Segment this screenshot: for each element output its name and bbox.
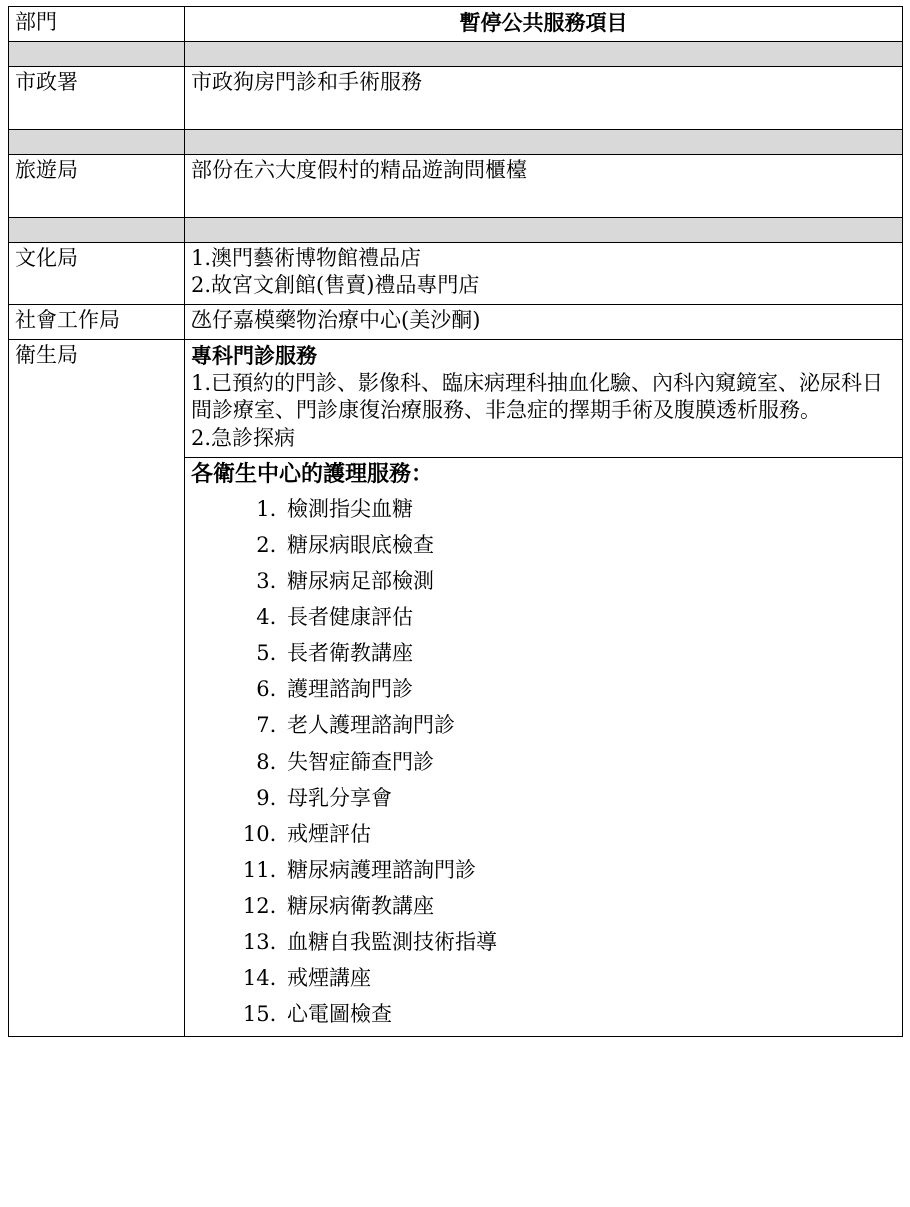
- row-department: 文化局: [9, 242, 185, 304]
- nursing-section-title: 各衛生中心的護理服務：: [191, 460, 434, 487]
- spacer-cell-left: [9, 129, 185, 154]
- list-item: 3. 糖尿病足部檢測: [283, 563, 896, 599]
- content-line: 2.故宮文創館(售賣)禮品專門店: [191, 273, 480, 298]
- spacer-row: [9, 217, 903, 242]
- list-item: 9. 母乳分享會: [283, 780, 896, 816]
- spacer-cell-left: [9, 41, 185, 66]
- table-row: [9, 339, 903, 457]
- spacer-cell-left: [9, 217, 185, 242]
- list-item: 7. 老人護理諮詢門診: [283, 707, 896, 743]
- content-line: 1.澳門藝術博物館禮品店: [191, 245, 422, 270]
- table-row: [9, 305, 903, 340]
- list-item: 8. 失智症篩查門診: [283, 744, 896, 780]
- list-item: 11. 糖尿病護理諮詢門診: [283, 852, 896, 888]
- header-items: 暫停公共服務項目: [185, 7, 903, 42]
- list-item: 6. 護理諮詢門診: [283, 671, 896, 707]
- row-content: [185, 242, 903, 304]
- table-header-row: [9, 7, 903, 42]
- table-row: [9, 242, 903, 304]
- row-department-continuation: [9, 457, 185, 1037]
- nursing-services-list: [191, 491, 896, 1033]
- row-content: 氹仔嘉模藥物治療中心(美沙酮): [185, 305, 903, 340]
- spacer-cell-right: [185, 217, 903, 242]
- list-item: 4. 長者健康評估: [283, 599, 896, 635]
- table-row: [9, 457, 903, 1037]
- list-item: 12. 糖尿病衛教講座: [283, 888, 896, 924]
- header-department: 部門: [9, 7, 185, 42]
- list-item: 10. 戒煙評估: [283, 816, 896, 852]
- list-item: 14. 戒煙講座: [283, 960, 896, 996]
- spacer-cell-right: [185, 129, 903, 154]
- list-item: 1. 檢測指尖血糖: [283, 491, 896, 527]
- row-department: 市政署: [9, 66, 185, 129]
- list-item: 5. 長者衛教講座: [283, 635, 896, 671]
- row-content: 市政狗房門診和手術服務: [185, 66, 903, 129]
- table-row: [9, 154, 903, 217]
- list-item: 2. 糖尿病眼底檢查: [283, 527, 896, 563]
- suspended-services-table: [8, 6, 903, 1037]
- content-line: 2.急診探病: [191, 426, 296, 451]
- list-item: 15. 心電圖檢查: [283, 996, 896, 1032]
- spacer-row: [9, 41, 903, 66]
- row-content: 部份在六大度假村的精品遊詢問櫃檯: [185, 154, 903, 217]
- row-department: 旅遊局: [9, 154, 185, 217]
- table-row: [9, 66, 903, 129]
- spacer-cell-right: [185, 41, 903, 66]
- row-content-nursing: [185, 457, 903, 1037]
- row-content-specialist: [185, 339, 903, 457]
- section-title: 專科門診服務: [191, 342, 317, 368]
- row-department: 衛生局: [9, 339, 185, 457]
- spacer-row: [9, 129, 903, 154]
- list-item: 13. 血糖自我監測技術指導: [283, 924, 896, 960]
- content-line: 1.已預約的門診、影像科、臨床病理科抽血化驗、內科內窺鏡室、泌尿科日間診療室、門診康復治療服務、非急症的擇期手術及腹膜透析服務。: [191, 370, 884, 423]
- row-department: 社會工作局: [9, 305, 185, 340]
